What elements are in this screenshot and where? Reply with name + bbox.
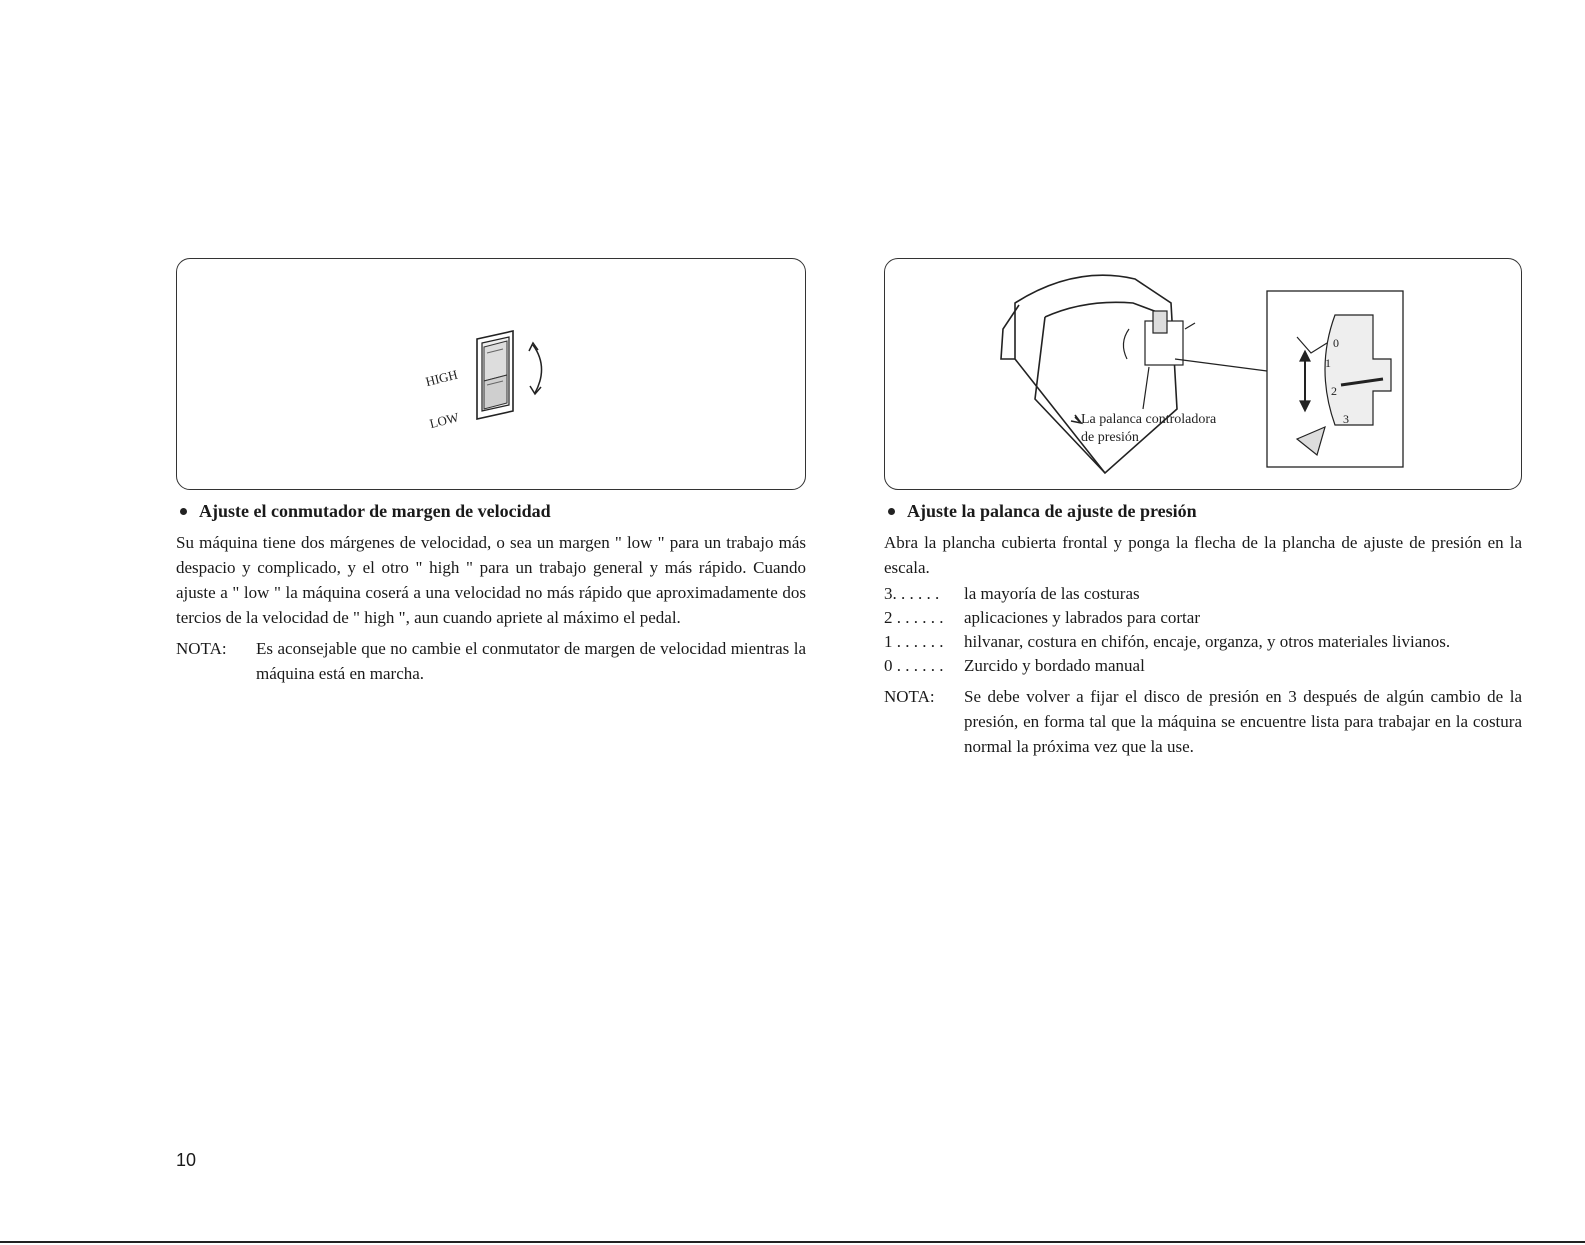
setting-number: 0 . . . . . .	[884, 656, 944, 675]
section-heading	[884, 500, 1522, 522]
list-item	[884, 630, 1522, 654]
bottom-rule	[0, 1241, 1585, 1243]
note	[884, 684, 1522, 759]
setting-number: 2 . . . . . .	[884, 608, 944, 627]
dial-number-0: 0	[1333, 336, 1339, 350]
setting-description: la mayoría de las costuras	[964, 584, 1140, 603]
pressure-section	[884, 258, 1522, 759]
pressure-figure	[884, 258, 1522, 490]
speed-switch-section	[176, 258, 806, 686]
list-item	[884, 654, 1522, 678]
high-label: HIGH	[423, 366, 460, 390]
bullet-icon	[180, 508, 187, 515]
toggle-arrow-icon	[529, 343, 542, 394]
speed-switch-figure	[176, 258, 806, 490]
heading-text: Ajuste la palanca de ajuste de presión	[907, 501, 1197, 521]
pressure-settings-list	[884, 582, 1522, 678]
note	[176, 636, 806, 686]
pressure-illustration	[885, 259, 1521, 488]
note-label: NOTA:	[884, 687, 935, 706]
setting-number: 3. . . . . .	[884, 584, 940, 603]
setting-description: Zurcido y bordado manual	[964, 656, 1145, 675]
heading-text: Ajuste el conmutador de margen de velocidad	[199, 501, 551, 521]
section-heading	[176, 500, 806, 522]
setting-description: hilvanar, costura en chifón, encaje, organza, y otros materiales livianos.	[964, 632, 1451, 651]
note-label: NOTA:	[176, 639, 227, 658]
bullet-icon	[888, 508, 895, 515]
rocker-switch-icon	[477, 331, 513, 419]
body-paragraph: Abra la plancha cubierta frontal y ponga la flecha de la plancha de ajuste de presión en la escala.	[884, 533, 1522, 577]
setting-number: 1 . . . . . .	[884, 632, 944, 651]
dial-number-3: 3	[1343, 412, 1349, 426]
dial-number-1: 1	[1325, 356, 1331, 370]
low-label: LOW	[427, 409, 461, 432]
note-text: Es aconsejable que no cambie el conmutator de margen de velocidad mientras la máquina está en marcha.	[256, 639, 806, 683]
callout-line	[1175, 359, 1267, 371]
body-paragraph: Su máquina tiene dos márgenes de velocidad, o sea un margen " low " para un trabajo más despacio y complicado, y el otro " high " para un trabajo general y más rápido. Cuando ajuste a " low " la máquina coserá a una velocidad no más rápido que aproximadamente dos tercios de la velocidad de " high ", aun cuando apriete al máximo el pedal.	[176, 533, 806, 627]
callout-label-line2: de presión	[1081, 430, 1139, 445]
list-item	[884, 582, 1522, 606]
setting-description: aplicaciones y labrados para cortar	[964, 608, 1200, 627]
speed-switch-illustration	[177, 259, 805, 488]
note-text: Se debe volver a fijar el disco de presión en 3 después de algún cambio de la presión, en forma tal que la máquina se encuentre lista para trabajar en la costura normal la próxima vez que la use.	[964, 687, 1522, 756]
callout-label-line1: La palanca controladora	[1081, 412, 1217, 427]
page-number: 10	[176, 1150, 197, 1170]
list-item	[884, 606, 1522, 630]
dial-number-2: 2	[1331, 384, 1337, 398]
